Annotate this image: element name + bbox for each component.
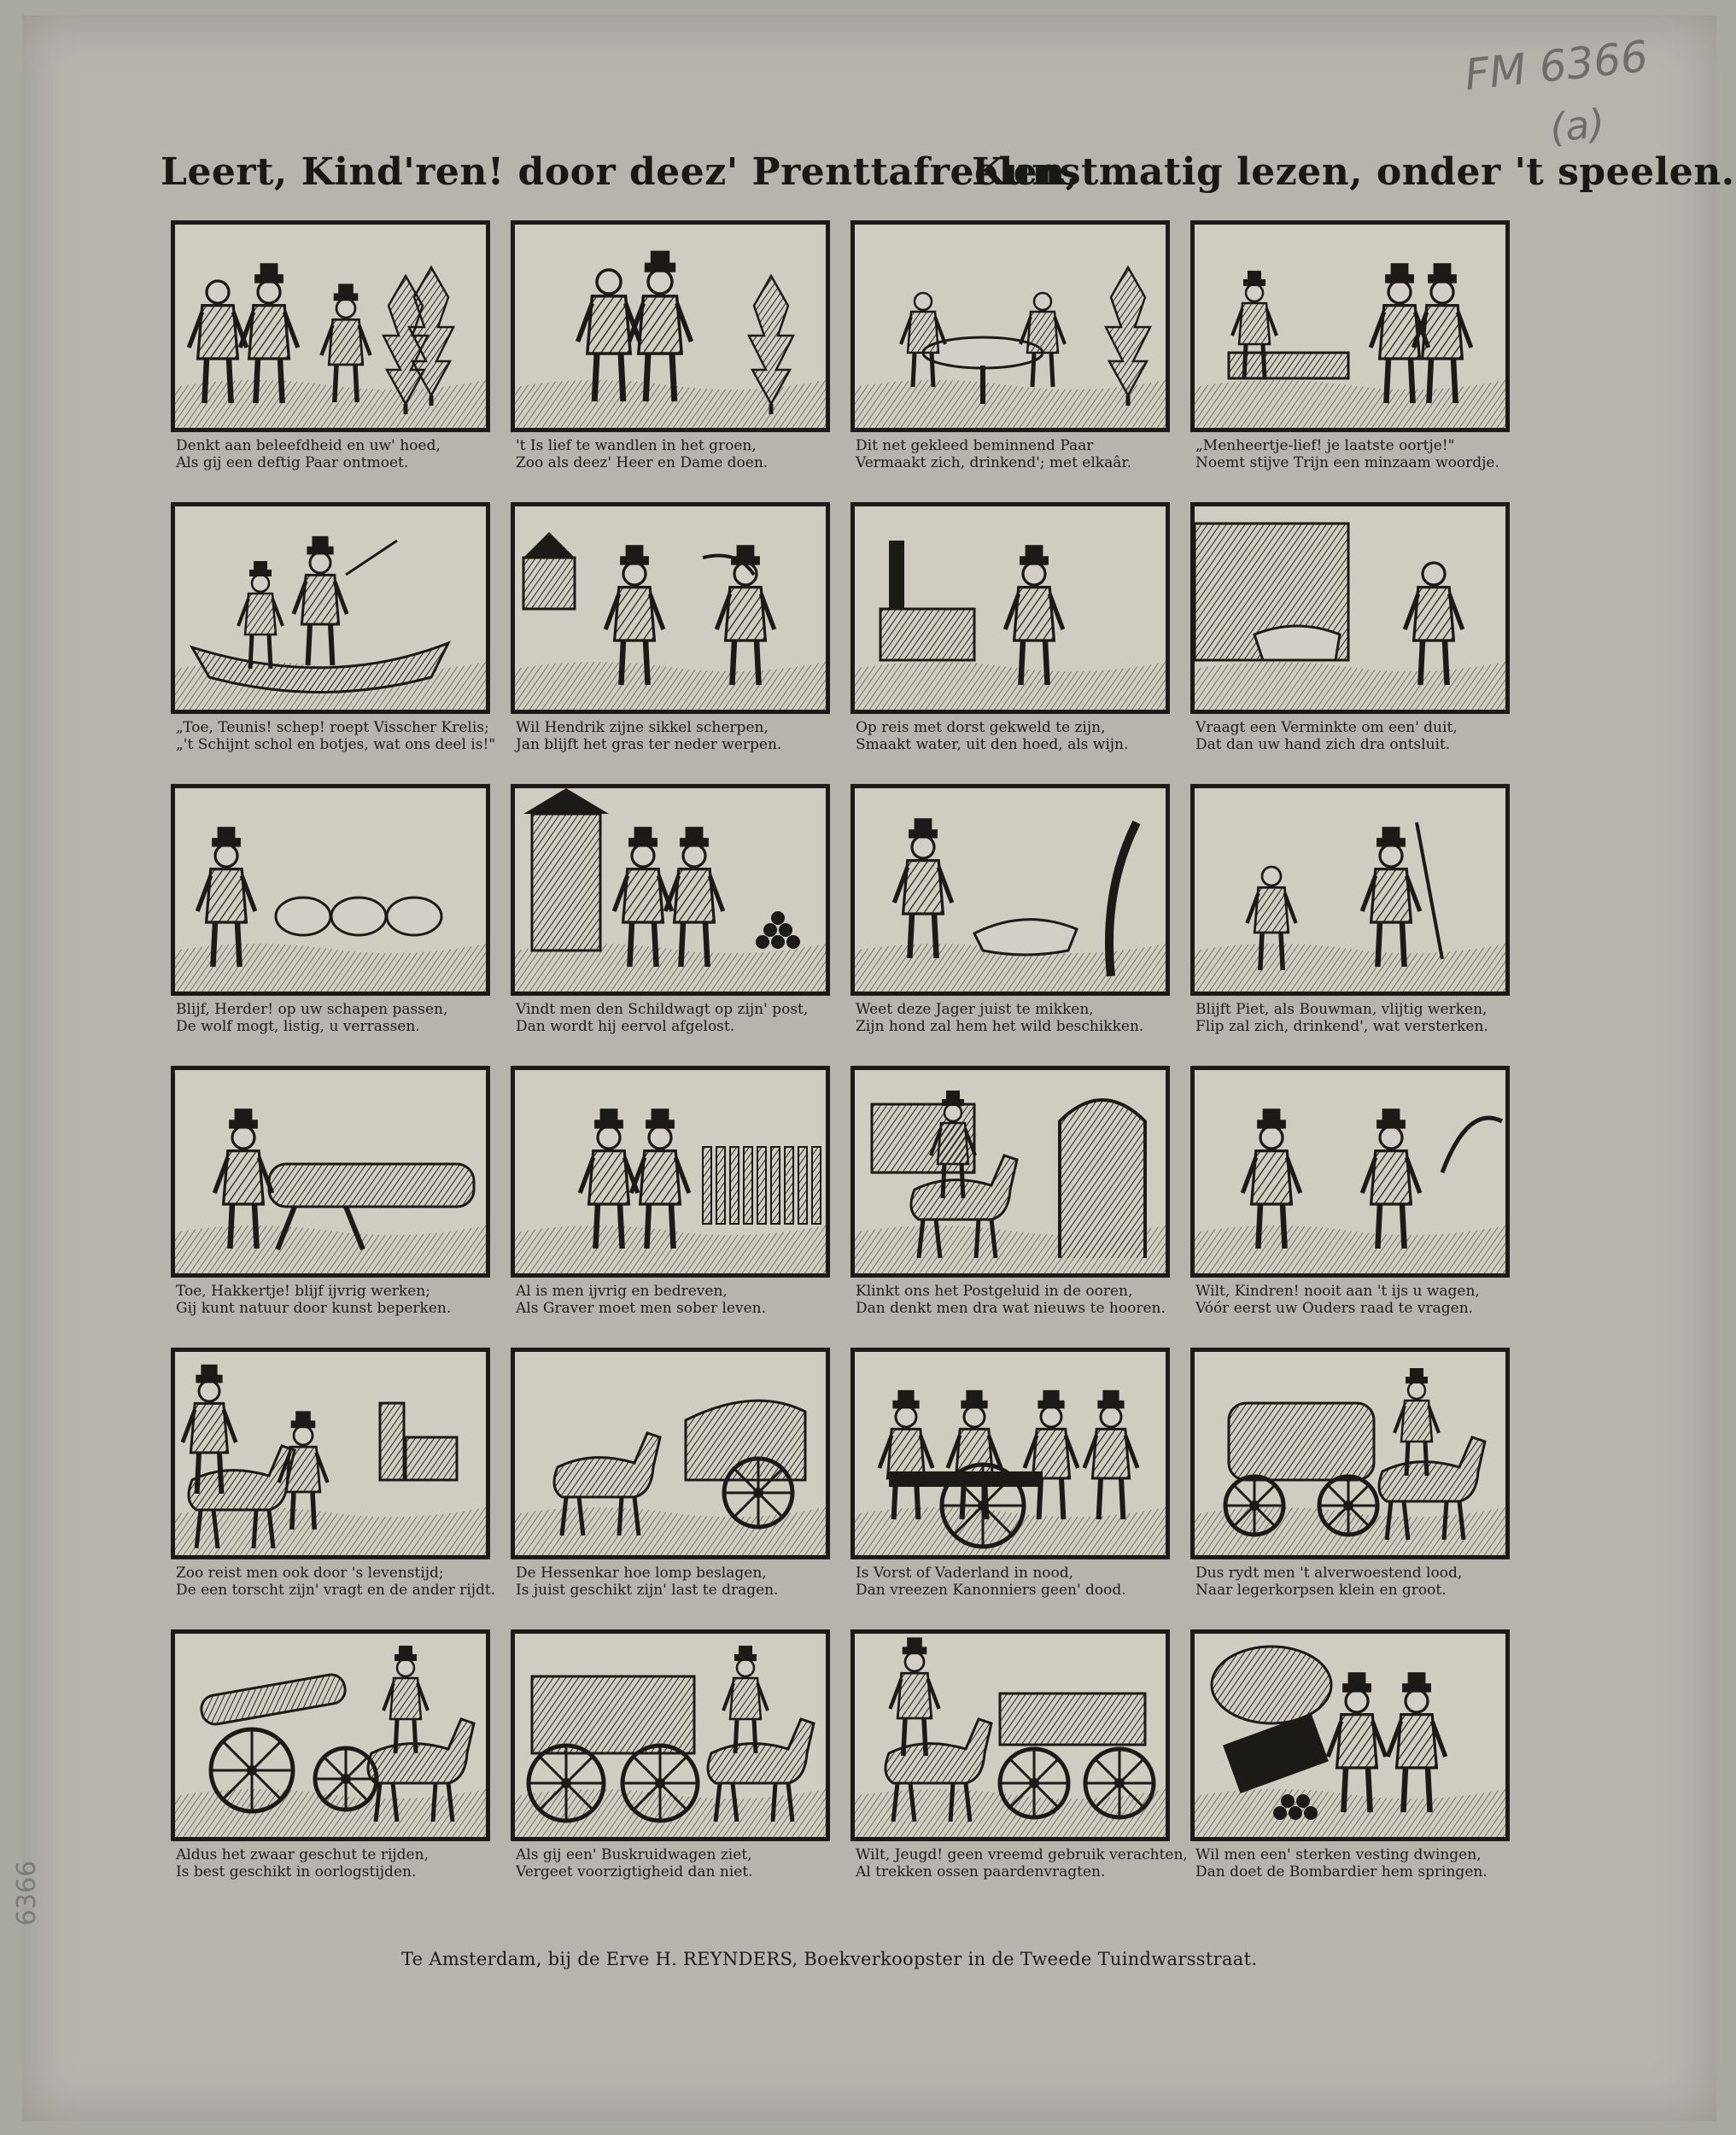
caption-line-2: Gij kunt natuur door kunst beperken.: [176, 1300, 452, 1317]
caption-line-1: Blijf, Herder! op uw schapen passen,: [176, 1001, 448, 1018]
caption-line-2: De wolf mogt, listig, u verrassen.: [176, 1018, 420, 1035]
caption-line-1: 't Is lief te wandlen in het groen,: [516, 437, 757, 454]
caption-line-1: Vraagt een Verminkte om een' duit,: [1195, 719, 1458, 736]
woodcut-illustration: [511, 220, 830, 432]
woodcut-illustration: [1190, 1629, 1510, 1841]
woodcut-illustration: [171, 784, 490, 996]
panel-caption: [176, 1565, 500, 1599]
caption-line-1: Weet deze Jager juist te mikken,: [856, 1001, 1094, 1018]
panel-caption: [516, 1283, 840, 1317]
panel-caption: [516, 719, 840, 753]
caption-line-2: Al trekken ossen paardenvragten.: [856, 1863, 1106, 1881]
page-title-right: Kunstmatig lezen, onder 't speelen.: [972, 150, 1735, 194]
caption-line-1: Vindt men den Schildwagt op zijn' post,: [516, 1001, 809, 1018]
woodcut-illustration: [1190, 784, 1510, 996]
woodcut-illustration: [511, 1629, 830, 1841]
panel-caption: [856, 1846, 1188, 1881]
woodcut-illustration: [171, 502, 490, 714]
woodcut-illustration: [850, 220, 1170, 432]
caption-line-2: Dan vreezen Kanonniers geen' dood.: [856, 1582, 1126, 1599]
woodcut-illustration: [511, 502, 830, 714]
woodcut-illustration: [511, 1348, 830, 1559]
woodcut-illustration: [850, 1629, 1170, 1841]
caption-line-1: De Hessenkar hoe lomp beslagen,: [516, 1565, 767, 1582]
panel-caption: [176, 1846, 500, 1881]
printer-imprint: Te Amsterdam, bij de Erve H. REYNDERS, Boekverkoopster in de Tweede Tuindwarsstraat.: [401, 1949, 1258, 1969]
caption-line-1: Toe, Hakkertje! blijf ijvrig werken;: [176, 1283, 430, 1300]
panel-caption: [1195, 437, 1520, 471]
caption-line-2: Vóór eerst uw Ouders raad te vragen.: [1195, 1300, 1474, 1317]
woodcut-illustration: [511, 1066, 830, 1278]
woodcut-illustration: [850, 502, 1170, 714]
caption-line-2: Dan denkt men dra wat nieuws te hooren.: [856, 1300, 1166, 1317]
caption-line-1: „Toe, Teunis! schep! roept Visscher Krelis;: [176, 719, 489, 736]
caption-line-1: Al is men ijvrig en bedreven,: [516, 1283, 728, 1300]
panel-caption: [176, 437, 500, 471]
caption-line-1: Op reis met dorst gekweld te zijn,: [856, 719, 1106, 736]
panel-caption: [176, 719, 500, 753]
panel-caption: [516, 437, 840, 471]
woodcut-illustration: [1190, 1066, 1510, 1278]
caption-line-1: Is Vorst of Vaderland in nood,: [856, 1565, 1074, 1582]
caption-line-1: Zoo reist men ook door 's levenstijd;: [176, 1565, 444, 1582]
catalog-sub: (a): [1547, 99, 1607, 152]
panel-caption: [1195, 1283, 1520, 1317]
caption-line-2: Jan blijft het gras ter neder werpen.: [516, 736, 782, 753]
panel-caption: [1195, 1001, 1520, 1035]
caption-line-1: Aldus het zwaar geschut te rijden,: [176, 1846, 429, 1863]
caption-line-1: Blijft Piet, als Bouwman, vlijtig werken,: [1195, 1001, 1488, 1018]
woodcut-illustration: [171, 1629, 490, 1841]
caption-line-2: Vergeet voorzigtigheid dan niet.: [516, 1863, 753, 1881]
panel-caption: [176, 1283, 500, 1317]
caption-line-2: Naar legerkorpsen klein en groot.: [1195, 1582, 1447, 1599]
side-number: 6366: [12, 1860, 42, 1926]
caption-line-2: Noemt stijve Trijn een minzaam woordje.: [1195, 454, 1499, 471]
woodcut-illustration: [850, 1348, 1170, 1559]
panel-caption: [856, 1001, 1180, 1035]
caption-line-1: Als gij een' Buskruidwagen ziet,: [516, 1846, 752, 1863]
caption-line-1: „Menheertje-lief! je laatste oortje!": [1195, 437, 1455, 454]
woodcut-illustration: [1190, 502, 1510, 714]
panel-caption: [176, 1001, 500, 1035]
panel-caption: [856, 437, 1180, 471]
woodcut-illustration: [511, 784, 830, 996]
caption-line-2: Vermaakt zich, drinkend'; met elkaâr.: [856, 454, 1132, 471]
panel-caption: [856, 719, 1180, 753]
caption-line-1: Klinkt ons het Postgeluid in de ooren,: [856, 1283, 1133, 1300]
caption-line-1: Wilt, Kindren! nooit aan 't ijs u wagen,: [1195, 1283, 1480, 1300]
caption-line-2: Is juist geschikt zijn' last te dragen.: [516, 1582, 779, 1599]
page-title-left: Leert, Kind'ren! door deez' Prenttafreelen,: [161, 150, 1079, 194]
woodcut-illustration: [850, 1066, 1170, 1278]
caption-line-2: De een torscht zijn' vragt en de ander rijdt.: [176, 1582, 496, 1599]
woodcut-illustration: [171, 220, 490, 432]
caption-line-1: Wil men een' sterken vesting dwingen,: [1195, 1846, 1482, 1863]
catalog-code: FM 6366: [1462, 31, 1651, 101]
woodcut-illustration: [1190, 1348, 1510, 1559]
caption-line-1: Dus rydt men 't alverwoestend lood,: [1195, 1565, 1463, 1582]
caption-line-1: Wil Hendrik zijne sikkel scherpen,: [516, 719, 769, 736]
caption-line-2: Als Graver moet men sober leven.: [516, 1300, 767, 1317]
panel-caption: [856, 1565, 1180, 1599]
caption-line-1: Wilt, Jeugd! geen vreemd gebruik verachten,: [856, 1846, 1188, 1863]
woodcut-illustration: [171, 1348, 490, 1559]
panel-caption: [1195, 719, 1520, 753]
panel-caption: [856, 1283, 1180, 1317]
caption-line-2: Dan wordt hij eervol afgelost.: [516, 1018, 735, 1035]
caption-line-2: Als gij een deftig Paar ontmoet.: [176, 454, 409, 471]
panel-caption: [1195, 1846, 1520, 1881]
panel-caption: [1195, 1565, 1520, 1599]
caption-line-2: Dan doet de Bombardier hem springen.: [1195, 1863, 1488, 1881]
caption-line-2: Smaakt water, uit den hoed, als wijn.: [856, 736, 1129, 753]
woodcut-illustration: [171, 1066, 490, 1278]
caption-line-2: „'t Schijnt schol en botjes, wat ons deel is!": [176, 736, 496, 753]
caption-line-1: Dit net gekleed beminnend Paar: [856, 437, 1094, 454]
caption-line-2: Dat dan uw hand zich dra ontsluit.: [1195, 736, 1451, 753]
caption-line-2: Is best geschikt in oorlogstijden.: [176, 1863, 417, 1881]
caption-line-2: Flip zal zich, drinkend', wat versterken.: [1195, 1018, 1488, 1035]
caption-line-2: Zijn hond zal hem het wild beschikken.: [856, 1018, 1144, 1035]
woodcut-illustration: [850, 784, 1170, 996]
woodcut-illustration: [1190, 220, 1510, 432]
caption-line-2: Zoo als deez' Heer en Dame doen.: [516, 454, 769, 471]
panel-caption: [516, 1846, 840, 1881]
panel-caption: [516, 1565, 840, 1599]
caption-line-1: Denkt aan beleefdheid en uw' hoed,: [176, 437, 441, 454]
panel-caption: [516, 1001, 840, 1035]
